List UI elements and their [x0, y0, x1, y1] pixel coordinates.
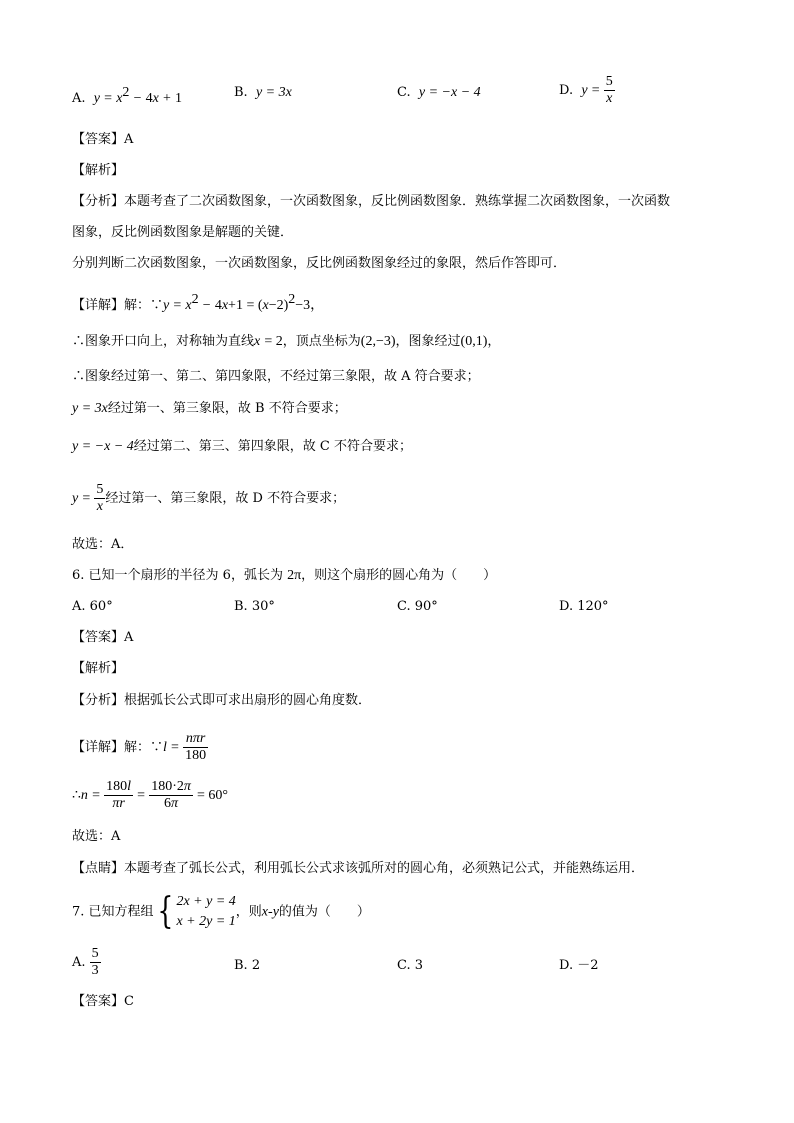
- option-label: D.: [559, 83, 574, 98]
- option-expr: y = −x − 4: [418, 85, 481, 100]
- q6-option-b: B. 30°: [234, 599, 275, 614]
- detail-text: 经过第二、第三、第四象限，故 C 不符合要求；: [133, 439, 412, 454]
- q5-option-b: [234, 84, 292, 102]
- equation-1: 2x + y = 4: [176, 894, 236, 909]
- equation-system: [176, 892, 235, 932]
- option-label: C.: [397, 85, 411, 100]
- stem-text: ，则: [235, 904, 262, 920]
- option-label: B.: [234, 85, 248, 100]
- q6-option-a: A. 60°: [72, 599, 113, 614]
- q5-detail-3: ∴图象经过第一、第二、第四象限，不经过第三象限，故 A 符合要求；: [72, 369, 480, 384]
- q5-detail-2: ∴图象开口向上，对称轴为直线x = 2，顶点坐标为(2,−3)，图象经过(0,1)，: [72, 334, 501, 349]
- equation-2: x + 2y = 1: [176, 914, 236, 929]
- q6-choose: 故选：A: [72, 829, 121, 844]
- q5-fenxi-3: 分别判断二次函数图象，一次函数图象，反比例函数图象经过的象限，然后作答即可．: [72, 256, 567, 271]
- option-label: A.: [72, 955, 86, 970]
- q7-option-d: D. －2: [559, 958, 599, 973]
- q5-choose: 故选：A．: [72, 537, 134, 552]
- q5-fenxi-1: 【分析】本题考查了二次函数图象，一次函数图象，反比例函数图象．熟练掌握二次函数图象，一次函数: [72, 194, 671, 209]
- option-expr: y = 3x: [255, 85, 292, 100]
- q5-detail-5: [72, 438, 412, 456]
- q6-detail-1: 【详解】解：∵l = $\frac{\text{nπr}}{180}$: [72, 731, 207, 763]
- detail-prefix: 【详解】解：∵: [72, 740, 164, 755]
- q7-option-b: B. 2: [234, 958, 261, 973]
- q7-answer: 【答案】C: [72, 994, 134, 1009]
- q5-detail-1: 【详解】解：∵y = $x^2 - 4x+1 = (x-2)^2-3$，: [72, 292, 325, 313]
- stem-text: 7. 已知方程组: [72, 904, 154, 920]
- detail-text: 经过第一、第三象限，故 B 不符合要求；: [107, 401, 347, 416]
- q5-fenxi-2: 图象，反比例函数图象是解题的关键．: [72, 225, 294, 240]
- q6-analysis-head: 【解析】: [72, 661, 125, 676]
- q6-detail-2: ∴n = $\frac{180l}{\pi r}$ = $\frac{180\cdot 2\pi}{6\pi}$ = 60°: [72, 779, 229, 811]
- detail-text: ，顶点坐标为: [282, 334, 361, 349]
- detail-text: ，图象经过: [395, 334, 461, 349]
- stem-text: ，则这个扇形的圆心角为（ ）: [301, 568, 497, 583]
- q7-option-c: C. 3: [397, 958, 424, 973]
- detail-text: ，: [487, 334, 501, 349]
- q5-detail-6: y = $\frac{5}{x}$ 经过第一、第三象限，故 D 不符合要求；: [72, 482, 346, 514]
- q6-dianjing: 【点睛】本题考查了弧长公式，利用弧长公式求该弧所对的圆心角，必须熟记公式，并能熟练运用．: [72, 861, 645, 876]
- detail-prefix: 【详解】解：∵: [72, 298, 164, 313]
- q6-option-d: D. 120°: [559, 599, 609, 614]
- q6-fenxi: 【分析】根据弧长公式即可求出扇形的圆心角度数．: [72, 693, 372, 708]
- q7-option-a: A. $\frac{5}{3}$: [72, 946, 99, 978]
- detail-text: ∴图象开口向上，对称轴为直线: [72, 334, 255, 349]
- q5-option-a: A. $y = x^2 - 4x + 1$: [72, 85, 183, 106]
- option-label: A.: [72, 91, 86, 106]
- q5-detail-4: [72, 400, 347, 418]
- stem-text: 6. 已知一个扇形的半径为 6，弧长为: [72, 568, 283, 583]
- q5-analysis-head: 【解析】: [72, 163, 125, 178]
- detail-text: 经过第一、第三象限，故 D 不符合要求；: [105, 491, 346, 506]
- detail-expr: y = −x − 4: [72, 439, 134, 454]
- q6-answer: 【答案】A: [72, 630, 134, 645]
- q5-option-c: [397, 84, 481, 102]
- stem-text: 的值为（ ）: [278, 904, 370, 920]
- q6-stem: 6. 已知一个扇形的半径为 6，弧长为 2π，则这个扇形的圆心角为（ ）: [72, 568, 497, 583]
- brace-icon: {: [156, 891, 174, 932]
- q7-stem: 7. 已知方程组{ 2x + y = 4 x + 2y = 1 ，则x-y的值为（ ）: [72, 891, 370, 932]
- q5-option-d: D. y = $\frac{5}{x}$: [559, 74, 613, 106]
- q5-answer: 【答案】A: [72, 132, 134, 147]
- detail-expr: y = 3x: [72, 401, 108, 416]
- q6-option-c: C. 90°: [397, 599, 438, 614]
